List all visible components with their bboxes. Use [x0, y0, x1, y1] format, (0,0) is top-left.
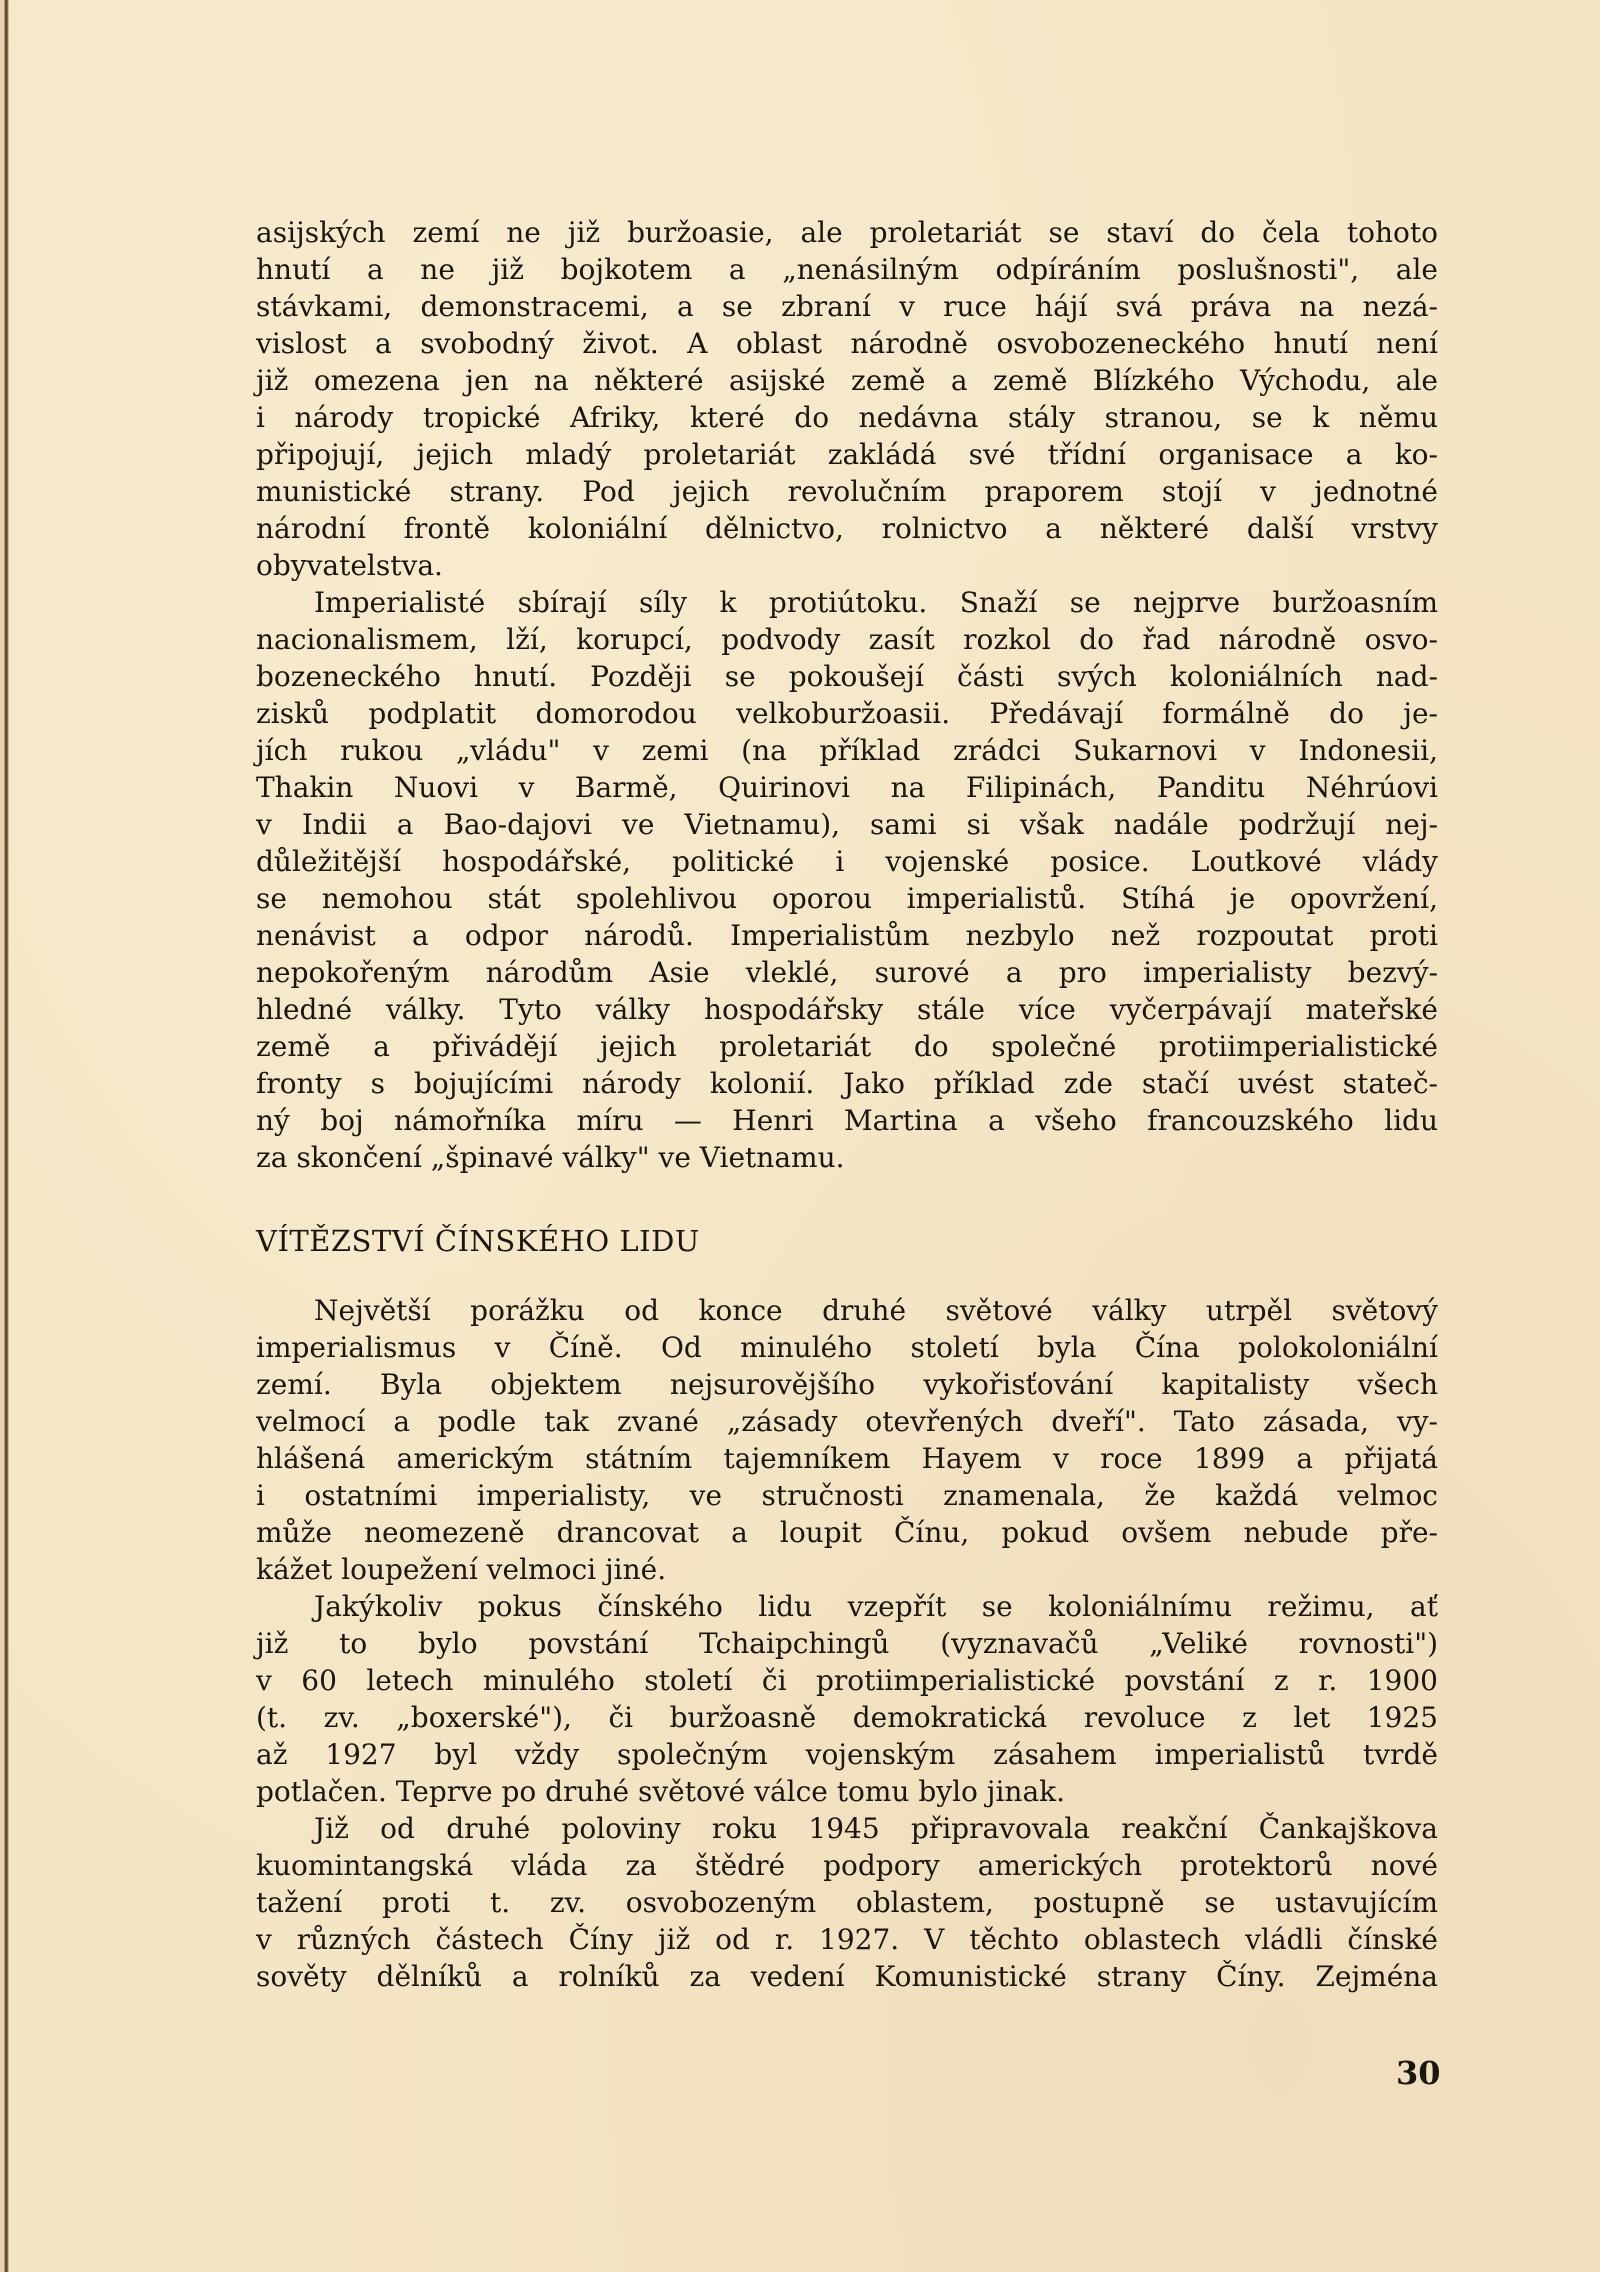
text-line: připojují, jejich mladý proletariát zakládá své třídní organisace a ko-: [256, 438, 1438, 471]
text-line: asijských zemí ne již buržoasie, ale proletariát se staví do čela tohoto: [256, 216, 1438, 249]
text-line: kážet loupežení velmoci jiné.: [256, 1553, 667, 1586]
text-line: hlášená americkým státním tajemníkem Hayem v roce 1899 a přijatá: [256, 1442, 1438, 1475]
body-text-section-1: [256, 214, 1438, 1176]
page-number: 30: [1396, 2054, 1441, 2092]
text-line: Thakin Nuovi v Barmě, Quirinovi na Filipinách, Panditu Néhrúovi: [256, 771, 1438, 804]
text-line: obyvatelstva.: [256, 549, 443, 582]
text-line: i národy tropické Afriky, které do nedávna stály stranou, se k němu: [256, 401, 1438, 434]
text-line: v Indii a Bao-dajovi ve Vietnamu), sami si však nadále podržují nej-: [256, 808, 1438, 841]
text-line: (t. zv. „boxerské"), či buržoasně demokratická revoluce z let 1925: [256, 1701, 1438, 1734]
text-line: vislost a svobodný život. A oblast národně osvobozeneckého hnutí není: [256, 327, 1438, 360]
text-line: země a přivádějí jejich proletariát do společné protiimperialistické: [256, 1030, 1438, 1063]
text-line: v 60 letech minulého století či protiimperialistické povstání z r. 1900: [256, 1664, 1438, 1697]
text-line: sověty dělníků a rolníků za vedení Komunistické strany Číny. Zejména: [256, 1960, 1438, 1993]
text-line: může neomezeně drancovat a loupit Čínu, pokud ovšem nebude pře-: [256, 1516, 1438, 1549]
text-line: ný boj námořníka míru — Henri Martina a všeho francouzského lidu: [256, 1104, 1438, 1137]
text-line: již omezena jen na některé asijské země a země Blízkého Východu, ale: [256, 364, 1438, 397]
body-text-section-2: [256, 1292, 1438, 1995]
text-line: až 1927 byl vždy společným vojenským zásahem imperialistů tvrdě: [256, 1738, 1438, 1771]
text-line: nacionalismem, lží, korupcí, podvody zasít rozkol do řad národně osvo-: [256, 623, 1438, 656]
text-line: imperialismus v Číně. Od minulého století byla Čína polokoloniální: [256, 1331, 1438, 1364]
text-line: za skončení „špinavé války" ve Vietnamu.: [256, 1141, 845, 1174]
text-line: se nemohou stát spolehlivou oporou imperialistů. Stíhá je opovržení,: [256, 882, 1438, 915]
text-line: munistické strany. Pod jejich revolučním praporem stojí v jednotné: [256, 475, 1438, 508]
text-line: fronty s bojujícími národy kolonií. Jako příklad zde stačí uvést stateč-: [256, 1067, 1438, 1100]
text-line: i ostatními imperialisty, ve stručnosti znamenala, že každá velmoc: [256, 1479, 1438, 1512]
text-line: Již od druhé poloviny roku 1945 připravovala reakční Čankajškova: [314, 1812, 1438, 1845]
text-line: bozeneckého hnutí. Později se pokoušejí části svých koloniálních nad-: [256, 660, 1438, 693]
text-line: jích rukou „vládu" v zemi (na příklad zrádci Sukarnovi v Indonesii,: [256, 734, 1438, 767]
text-line: již to bylo povstání Tchaipchingů (vyznavačů „Veliké rovnosti"): [256, 1627, 1438, 1660]
text-line: nenávist a odpor národů. Imperialistům nezbylo než rozpoutat proti: [256, 919, 1438, 952]
text-line: hledné války. Tyto války hospodářsky stále více vyčerpávají mateřské: [256, 993, 1438, 1026]
text-line: Imperialisté sbírají síly k protiútoku. Snaží se nejprve buržoasním: [314, 586, 1438, 619]
section-heading: VÍTĚZSTVÍ ČÍNSKÉHO LIDU: [256, 1224, 700, 1258]
text-line: zisků podplatit domorodou velkoburžoasii. Předávají formálně do je-: [256, 697, 1438, 730]
text-line: v různých částech Číny již od r. 1927. V těchto oblastech vládli čínské: [256, 1923, 1438, 1956]
text-line: velmocí a podle tak zvané „zásady otevřených dveří". Tato zásada, vy-: [256, 1405, 1438, 1438]
text-line: tažení proti t. zv. osvobozeným oblastem, postupně se ustavujícím: [256, 1886, 1438, 1919]
text-line: Jakýkoliv pokus čínského lidu vzepřít se koloniálnímu režimu, ať: [314, 1590, 1438, 1623]
text-line: kuomintangská vláda za štědré podpory amerických protektorů nové: [256, 1849, 1438, 1882]
text-line: hnutí a ne již bojkotem a „nenásilným odpíráním poslušnosti", ale: [256, 253, 1438, 286]
text-line: stávkami, demonstracemi, a se zbraní v ruce hájí svá práva na nezá-: [256, 290, 1438, 323]
text-line: potlačen. Teprve po druhé světové válce tomu bylo jinak.: [256, 1775, 1066, 1808]
page-edge: [0, 0, 9, 2272]
text-line: důležitější hospodářské, politické i vojenské posice. Loutkové vlády: [256, 845, 1438, 878]
text-line: zemí. Byla objektem nejsurovějšího vykořisťování kapitalisty všech: [256, 1368, 1438, 1401]
text-line: Největší porážku od konce druhé světové války utrpěl světový: [314, 1294, 1438, 1327]
text-line: nepokořeným národům Asie vleklé, surové a pro imperialisty bezvý-: [256, 956, 1438, 989]
text-line: národní frontě koloniální dělnictvo, rolnictvo a některé další vrstvy: [256, 512, 1438, 545]
